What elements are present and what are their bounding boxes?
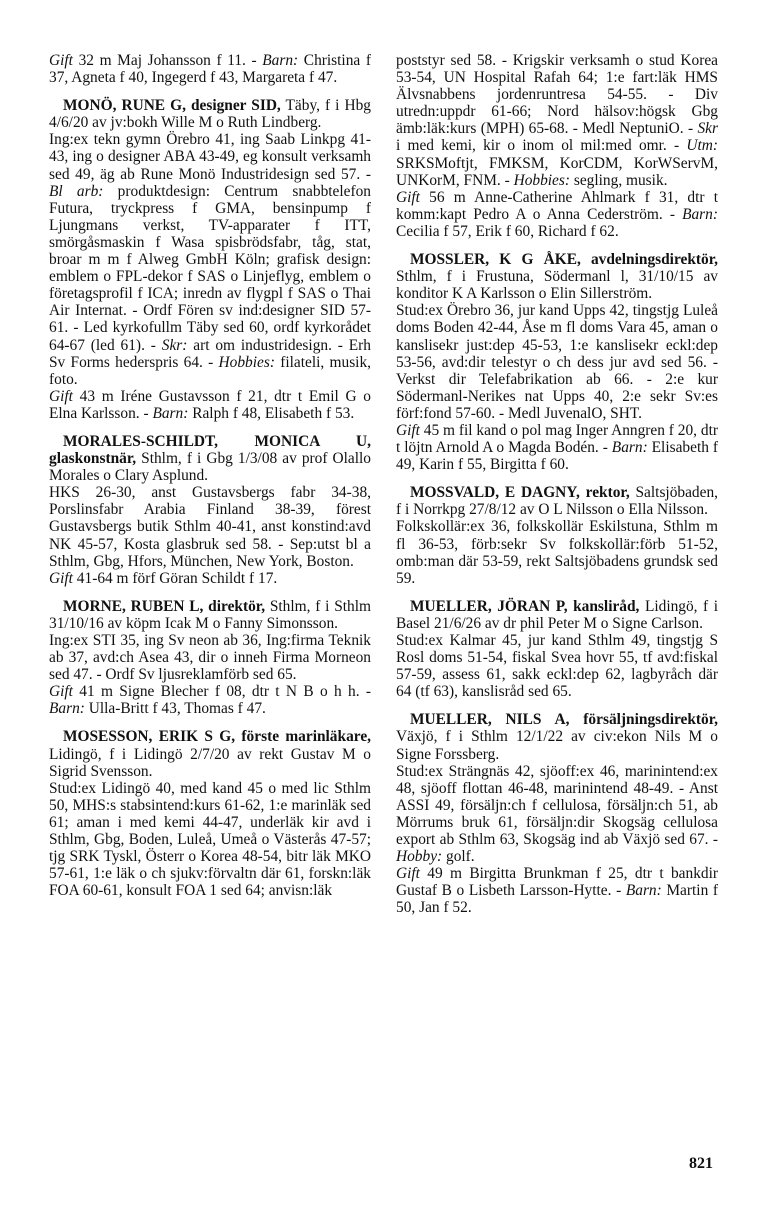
entry-name: MOSSLER, K G ÅKE, avdelningsdirektör, [410, 251, 718, 269]
utm-label: Utm: [686, 137, 718, 155]
entry-intro: Sthlm, f i Frustuna, Södermanl l, 31/10/15 av konditor K A Karlsson o Elin Sillerström. [396, 268, 718, 303]
entry-mueller-joran [396, 598, 718, 701]
entry-career [396, 763, 718, 866]
barn-label: Barn: [625, 882, 662, 900]
entry-header [49, 97, 371, 131]
entry-name: MONÖ, RUNE G, designer SID, [63, 97, 281, 115]
gift-text: 41-64 m förf Göran Schildt f 17. [72, 569, 278, 587]
entry-intro: Täby, f i Hbg 4/6/20 av jv:bokh Wille M o Ruth Lindberg. [49, 97, 371, 132]
gift-label: Gift [396, 188, 420, 206]
entry-header [396, 484, 718, 518]
skr-label: Skr: [161, 336, 188, 354]
entry-mosesson [49, 728, 371, 899]
entry-header [49, 598, 371, 632]
gift-text: 41 m Signe Blecher f 08, dtr t N B o h h. - [72, 683, 371, 701]
entry-family [396, 422, 718, 473]
entry-career: HKS 26-30, anst Gustavsbergs fabr 34-38, Porslinsfabr Arabia Finland 38-39, förest Gustavsbergs butik Sthlm 40-41, anst konstind:avd NK 45-57, Kosta glasbruk sed 58. - Sep:utst bl a Sthlm, Gbg, Hfors, München, New York, Boston. [49, 484, 371, 570]
entry-intro: Sthlm, f i Gbg 1/3/08 av prof Olallo Morales o Clary Asplund. [49, 450, 371, 485]
gift-label: Gift [49, 569, 73, 587]
page-number: 821 [689, 1155, 713, 1172]
entry-continuation [49, 52, 371, 86]
entry-header [396, 598, 718, 632]
entry-morales [49, 433, 371, 587]
gift-text: 49 m Birgitta Brunkman f 25, dtr t bankdir Gustaf B o Lisbeth Larsson-Hytte. - [396, 865, 718, 900]
barn-text: Martin f 50, Jan f 52. [396, 882, 718, 917]
barn-label: Barn: [682, 205, 718, 223]
entry-name: MOSSVALD, E DAGNY, rektor, [410, 484, 630, 502]
entry-family [49, 683, 371, 717]
entry-career: Stud:ex Lidingö 40, med kand 45 o med lic Sthlm 50, MHS:s stabsintend:kurs 61-62, 1:e marinläk sed 61; aman i med kemi 44-47, underläk kir avd i Sthlm, Gbg, Boden, Luleå, Umeå o Västerås 47-57; tjg SRK Tyskl, Österr o Korea 48-54, bitr läk MKO 57-61, 1:e läk o ch sjukv:förvaltn där 61, forskn:läk FOA 60-61, konsult FOA 1 sed 64; anvisn:läk [49, 779, 371, 900]
entry-intro: Lidingö, f i Lidingö 2/7/20 av rekt Gustav M o Sigrid Svensson. [49, 745, 371, 780]
hobby-text: golf. [442, 848, 475, 866]
career-text: poststyr sed 58. - Krigskir verksamh o stud Korea 53-54, UN Hospital Rafah 64; 1:e fart:läk HMS Älvsnabbens jordenruntresa 54-55. - Div utredn:uppdr 61-66; Nord hälsov:högsk Gbg ämb:läk:kurs (MPH) 65-68. - Medl NeptuniO. - [396, 52, 718, 138]
career-text: art om industridesign. - Erh Sv Forms hederspris 64. - [49, 336, 371, 371]
gift-text: 45 m fil kand o pol mag Inger Anngren f 20, dtr t löjtn Arnold A o Magda Bodén. - [396, 421, 718, 457]
career-text: SRKSMoftjt, FMKSM, KorCDM, KorWServM, UNKorM, FNM. - [396, 154, 718, 189]
entry-header [396, 711, 718, 762]
entry-name: MUELLER, NILS A, försäljningsdirektör, [410, 711, 718, 729]
entry-mosesson-continued [396, 52, 718, 240]
gift-label: Gift [49, 387, 73, 405]
entry-intro: Sthlm, f i Sthlm 31/10/16 av köpm Icak M o Fanny Simonsson. [49, 597, 371, 632]
entry-header [49, 728, 371, 779]
left-column [49, 52, 371, 910]
gift-label: Gift [49, 683, 73, 701]
entry-career [49, 131, 371, 387]
entry-name: MORNE, RUBEN L, direktör, [63, 597, 266, 615]
entry-career: Stud:ex Kalmar 45, jur kand Sthlm 49, tingstjg S Rosl doms 51-54, fiskal Svea hovr 55, tf avd:fiskal 57-59, assess 61, sakk eckl:dep 62, lagbyråch där 64 (tf 63), kanslisråd sed 65. [396, 632, 718, 701]
entry-family [396, 189, 718, 240]
entry-intro: Lidingö, f i Basel 21/6/26 av dr phil Peter M o Signe Carlson. [396, 597, 718, 632]
career-text: produktdesign: Centrum snabbtelefon Futura, tryckpress f GMA, bensinpump f Ljungmans verkst, TV-apparater f ITT, smörgåsmaskin f Wasa spisbrödsfabr, tåg, stat, broar m m f Alweg GmbH Köln; grafisk design: emblem o FPL-dekor f SAS o Linjeflyg, emblem o företagsprofil f ICA; inredn av flygpl f SAS o Thai Air Internat. - Ordf Fören sv ind:designer SID 57-61. - Led kyrkofullm Täby sed 60, ordf kyrkorådet 64-67 (led 61). - [49, 182, 371, 354]
entry-career [396, 52, 718, 189]
entry-morne [49, 598, 371, 718]
entry-family [49, 52, 371, 86]
barn-label: Barn: [49, 700, 85, 718]
gift-label: Gift [396, 421, 420, 439]
entry-intro: Saltsjöbaden, f i Norrkpg 27/8/12 av O L Nilsson o Ella Nilsson. [396, 484, 718, 519]
entry-mueller-nils [396, 711, 718, 916]
hobbies-text: filateli, musik, foto. [49, 353, 372, 388]
entry-intro: Växjö, f i Sthlm 12/1/22 av civ:ekon Nils M o Signe Forssberg. [396, 728, 718, 763]
skr-label: Skr [697, 120, 718, 138]
entry-career: Stud:ex Örebro 36, jur kand Upps 42, tingstjg Luleå doms Boden 42-44, Åse m fl doms Vara 45, aman o kanslisekr just:dep 45-53, 1:e kanslisekr eckl:dep 53-56, avd:dir telestyr o ch dess jur avd sed 56. - Verkst dir Telefabrikation ab 66. - 2:e kur Södermanl-Nerikes nat Upps 40, 2:e sekr Sv:es förf:fond 57-60. - Medl JuvenalO, SHT. [396, 302, 718, 422]
right-column [396, 52, 718, 928]
entry-header [49, 433, 371, 484]
entry-name: MUELLER, JÖRAN P, kansliråd, [410, 597, 640, 615]
entry-header [396, 251, 718, 302]
gift-text: 32 m Maj Johansson f 11. - [72, 52, 263, 69]
hobbies-text: segling, musik. [570, 171, 668, 189]
hobby-label: Hobby: [396, 848, 443, 866]
entry-name: MORALES-SCHILDT, MONICA U, glaskonstnär, [49, 432, 371, 468]
gift-label: Gift [49, 52, 73, 69]
entry-name: MOSESSON, ERIK S G, förste marinläkare, [63, 728, 371, 746]
career-text: Ing:ex tekn gymn Örebro 41, ing Saab Linkpg 41-43, ing o designer ABA 43-49, eg konsult verksamh sed 49, äg ab Rune Monö Industridesign sed 57. - [49, 131, 371, 183]
barn-text: Ulla-Britt f 43, Thomas f 47. [84, 700, 266, 718]
hobbies-label: Hobbies: [513, 171, 571, 189]
gift-text: 56 m Anne-Catherine Ahlmark f 31, dtr t komm:kapt Pedro A o Anna Cederström. - [396, 188, 718, 223]
gift-label: Gift [396, 865, 420, 883]
barn-text: Elisabeth f 49, Karin f 55, Birgitta f 60. [396, 439, 718, 474]
entry-family [396, 865, 718, 916]
barn-text: Cecilia f 57, Erik f 60, Richard f 62. [396, 222, 619, 240]
entry-family [49, 388, 371, 422]
entry-career: Folkskollär:ex 36, folkskollär Eskilstuna, Sthlm m fl 36-53, förb:sekr Sv folkskollär:förb 51-52, omb:man där 53-59, rekt Saltsjöbadens grundsk sed 59. [396, 518, 718, 587]
entry-mossvald [396, 484, 718, 587]
entry-mossler [396, 251, 718, 473]
barn-text: Ralph f 48, Elisabeth f 53. [188, 404, 355, 422]
barn-label: Barn: [262, 52, 299, 69]
barn-label: Barn: [152, 404, 189, 422]
career-text: i med kemi, kir o inom ol mil:med omr. - [396, 137, 687, 155]
barn-text: Christina f 37, Agneta f 40, Ingegerd f 43, Margareta f 47. [49, 52, 371, 87]
bl-arb-label: Bl arb: [49, 182, 104, 200]
entry-mono [49, 97, 371, 422]
entry-career: Ing:ex STI 35, ing Sv neon ab 36, Ing:firma Teknik ab 37, avd:ch Asea 43, dir o inneh Firma Morneon sed 47. - Ordf Sv ljusreklamförb sed 65. [49, 632, 371, 684]
career-text: Stud:ex Strängnäs 42, sjöoff:ex 46, marinintend:ex 48, sjöoff flottan 46-48, marinintend 48-49. - Anst ASSI 49, försäljn:ch f cellulosa, försäljn:ch 51, ab Mörrums bruk 61, försäljn:dir Skogsäg cellulosa export ab Sthlm 63, Skogsäg ind ab Växjö sed 67. - [396, 762, 718, 849]
barn-label: Barn: [611, 439, 648, 457]
entry-family [49, 570, 371, 587]
gift-text: 43 m Iréne Gustavsson f 21, dtr t Emil G o Elna Karlsson. - [49, 387, 371, 422]
hobbies-label: Hobbies: [218, 353, 275, 371]
